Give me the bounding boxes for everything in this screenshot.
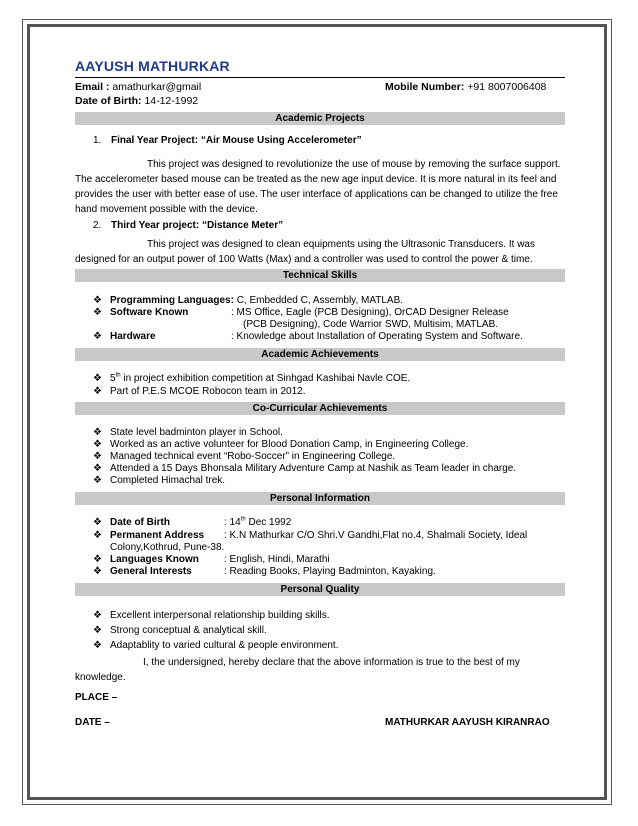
candidate-name: AAYUSH MATHURKAR: [75, 58, 230, 74]
quality-item: [93, 609, 330, 622]
mobile-label: Mobile Number:: [385, 81, 465, 93]
personal-languages-value: : English, Hindi, Marathi: [224, 554, 330, 565]
dob-value: 14-12-1992: [144, 95, 199, 107]
personal-dob-label: Date of Birth: [110, 517, 170, 528]
personal-interests: [93, 565, 436, 578]
bullet-diamond-icon: ❖: [93, 439, 102, 450]
personal-address-value-1: : K.N Mathurkar C/O Shri.V Gandhi,Flat no.4, Shalmali Society, Ideal: [224, 530, 528, 541]
bullet-diamond-icon: ❖: [93, 640, 102, 651]
quality-item: [93, 639, 338, 652]
section-academic-projects: Academic Projects: [75, 112, 565, 125]
dob-label: Date of Birth:: [75, 95, 142, 107]
section-personal-quality: Personal Quality: [75, 583, 565, 596]
header-rule: [75, 77, 565, 78]
co-curricular-text: Managed technical event “Robo-Soccer” in Engineering College.: [110, 451, 396, 462]
dob-line: [75, 95, 198, 107]
skill-software-line2: (PCB Designing), Code Warrior SWD, Multisim, MATLAB.: [243, 319, 499, 330]
declaration: [75, 655, 565, 685]
project-2-description: [75, 237, 565, 267]
bullet-diamond-icon: ❖: [93, 307, 102, 318]
bullet-diamond-icon: ❖: [93, 373, 102, 384]
personal-address-label: Permanent Address: [110, 530, 205, 541]
quality-text: Adaptablity to varied cultural & people environment.: [110, 640, 339, 651]
achievement-2: [93, 385, 305, 398]
project-1-description: [75, 157, 565, 217]
project-1-title: [93, 135, 362, 146]
bullet-diamond-icon: ❖: [93, 427, 102, 438]
project-1-description-text: This project was designed to revolutionize the use of mouse by removing the surface support. The accelerometer based mouse can be treated as the new age input device. It is more natural in its feel and provides the user with better ease of use. The user interface of applications can be changed to utilize the free hand movement possible with the device.: [75, 159, 561, 215]
personal-dob-pre: : 14: [224, 517, 241, 528]
bullet-diamond-icon: ❖: [93, 451, 102, 462]
project-1-title-text: Final Year Project: “Air Mouse Using Accelerometer”: [111, 135, 362, 146]
personal-dob: [93, 516, 291, 529]
declaration-text: I, the undersigned, hereby declare that the above information is true to the best of my knowledge.: [75, 657, 520, 683]
mobile-value: +91 8007006408: [467, 81, 547, 93]
skill-hardware: [93, 330, 523, 343]
skill-software-label: Software Known: [110, 307, 189, 318]
email-line: [75, 81, 201, 93]
achievement-1-num: 5: [110, 373, 116, 384]
section-co-curricular: Co-Curricular Achievements: [75, 402, 565, 415]
skill-hardware-value: : Knowledge about Installation of Operating System and Software.: [231, 331, 523, 342]
section-technical-skills: Technical Skills: [75, 269, 565, 282]
skill-hardware-label: Hardware: [110, 331, 156, 342]
achievement-1-text: in project exhibition competition at Sinhgad Kashibai Navle COE.: [120, 373, 411, 384]
project-1-number: 1.: [93, 135, 102, 146]
personal-interests-label: General Interests: [110, 566, 192, 577]
co-curricular-text: Worked as an active volunteer for Blood Donation Camp, in Engineering College.: [110, 439, 469, 450]
skill-languages-value: C, Embedded C, Assembly, MATLAB.: [236, 295, 404, 306]
bullet-diamond-icon: ❖: [93, 610, 102, 621]
bullet-diamond-icon: ❖: [93, 517, 102, 528]
bullet-diamond-icon: ❖: [93, 625, 102, 636]
personal-dob-sup: th: [240, 516, 246, 523]
place-label: PLACE –: [75, 692, 118, 703]
co-curricular-item: [93, 474, 225, 487]
co-curricular-text: Completed Himachal trek.: [110, 475, 226, 486]
quality-text: Excellent interpersonal relationship building skills.: [110, 610, 330, 621]
personal-dob-post: Dec 1992: [245, 517, 292, 528]
skill-software-value-1: : MS Office, Eagle (PCB Designing), OrCAD Designer Release: [231, 307, 509, 318]
bullet-diamond-icon: ❖: [93, 295, 102, 306]
bullet-diamond-icon: ❖: [93, 463, 102, 474]
signature-name: MATHURKAR AAYUSH KIRANRAO: [385, 717, 550, 728]
project-2-description-text: This project was designed to clean equipments using the Ultrasonic Transducers. It was designed for an output power of 100 Watts (Max) and a controller was used to control the power & time.: [75, 239, 535, 265]
email-label: Email :: [75, 81, 110, 93]
bullet-diamond-icon: ❖: [93, 554, 102, 565]
co-curricular-text: Attended a 15 Days Bhonsala Military Adventure Camp at Nashik as Team leader in charge.: [110, 463, 517, 474]
project-2-number: 2.: [93, 220, 102, 231]
date-label: DATE –: [75, 717, 110, 728]
bullet-diamond-icon: ❖: [93, 386, 102, 397]
skill-languages-label: Programming Languages:: [110, 295, 234, 306]
personal-address-line2: Colony,Kothrud, Pune-38.: [110, 542, 225, 553]
personal-languages-label: Languages Known: [110, 554, 199, 565]
bullet-diamond-icon: ❖: [93, 331, 102, 342]
mobile-line: [385, 81, 546, 93]
personal-interests-value: : Reading Books, Playing Badminton, Kayaking.: [224, 566, 436, 577]
quality-text: Strong conceptual & analytical skill.: [110, 625, 267, 636]
bullet-diamond-icon: ❖: [93, 530, 102, 541]
section-personal-information: Personal Information: [75, 492, 565, 505]
achievement-1: [93, 372, 410, 385]
project-2-title: [93, 220, 283, 231]
quality-item: [93, 624, 267, 637]
co-curricular-text: State level badminton player in School.: [110, 427, 283, 438]
bullet-diamond-icon: ❖: [93, 566, 102, 577]
achievement-2-text: Part of P.E.S MCOE Robocon team in 2012.: [110, 386, 306, 397]
email-value: amathurkar@gmail: [112, 81, 202, 93]
section-academic-achievements: Academic Achievements: [75, 348, 565, 361]
project-2-title-text: Third Year project: “Distance Meter”: [111, 220, 284, 231]
achievement-1-sup: th: [115, 372, 121, 379]
bullet-diamond-icon: ❖: [93, 475, 102, 486]
